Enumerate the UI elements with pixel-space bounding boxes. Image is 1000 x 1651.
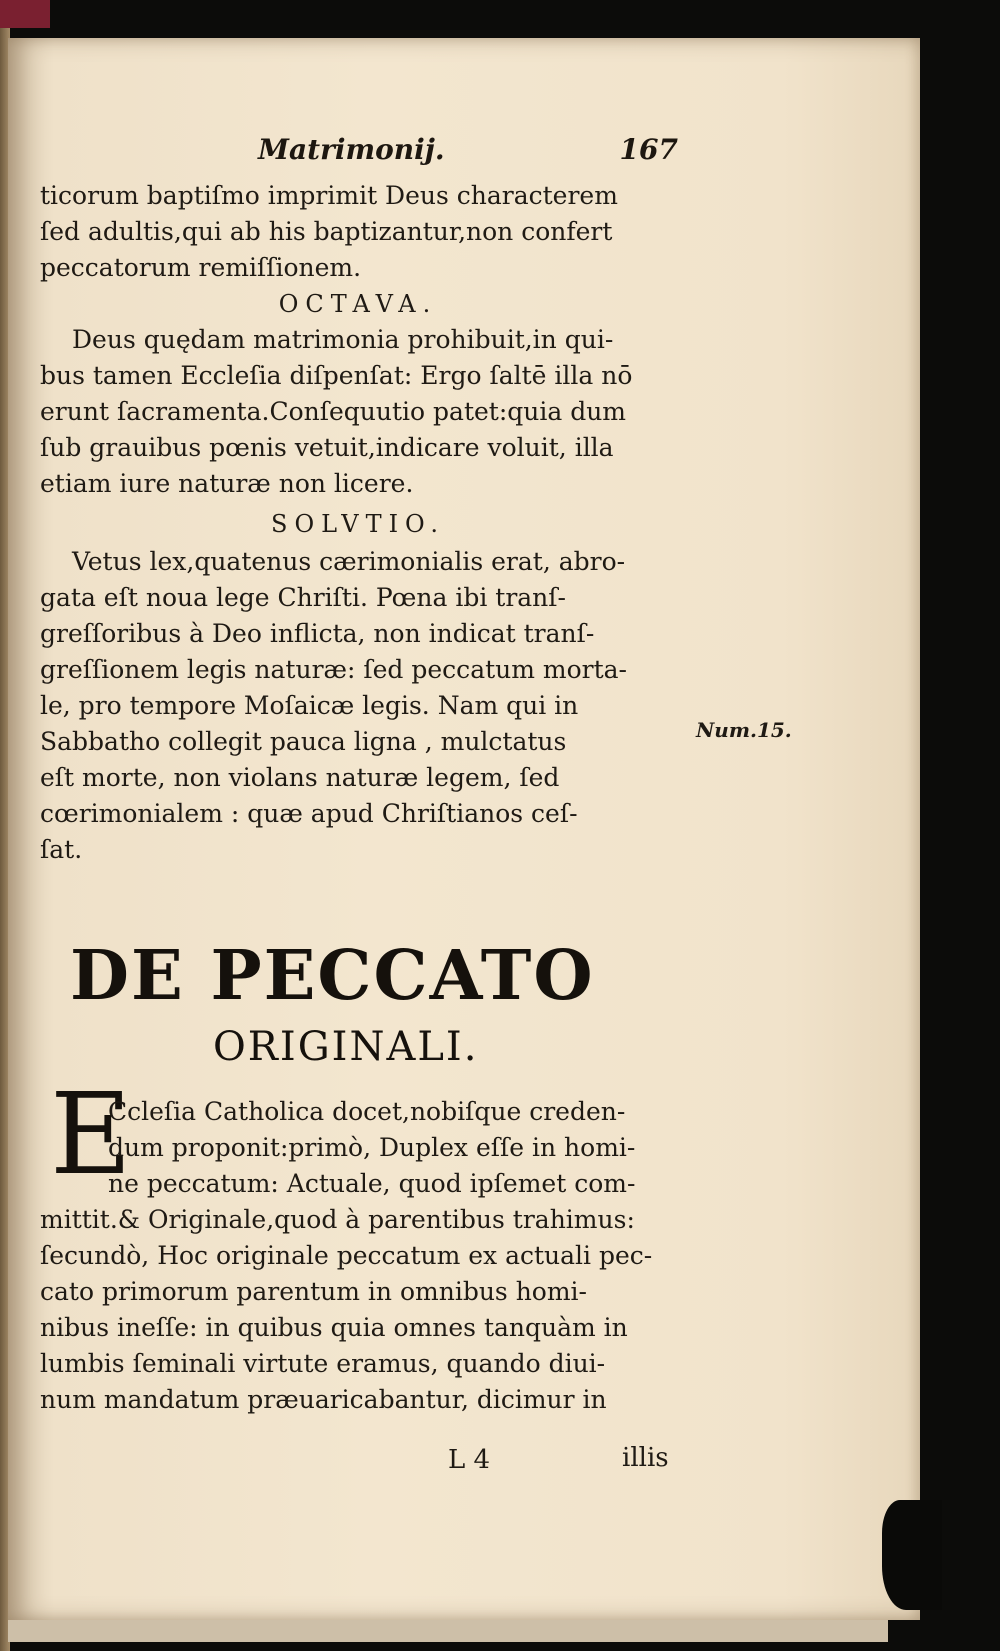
text-line: nibus ineſſe: in quibus quia omnes tanquàm in: [40, 1313, 628, 1342]
text-line: Deus quędam matrimonia prohibuit,in qui-: [72, 325, 614, 354]
drop-cap: E: [50, 1070, 132, 1200]
text-line: ſed adultis,qui ab his baptizantur,non confert: [40, 217, 613, 246]
book-page: [8, 38, 920, 1620]
text-line: cato primorum parentum in omnibus homi-: [40, 1277, 587, 1306]
text-line: lumbis ſeminali virtute eramus, quando diui-: [40, 1349, 606, 1378]
heading-octava: OCTAVA.: [278, 290, 438, 318]
page-number: 167: [619, 133, 678, 166]
text-line: peccatorum remiſſionem.: [40, 253, 362, 282]
text-line: gata eſt noua lege Chriſti. Pœna ibi tranſ-: [40, 583, 566, 612]
text-line: eſt morte, non violans naturæ legem, ſed: [40, 763, 560, 792]
dark-blot: [882, 1500, 942, 1610]
text-line: dum proponit:primò, Duplex eſſe in homi-: [108, 1133, 636, 1162]
catchword: illis: [622, 1443, 669, 1473]
text-line: num mandatum præuaricabantur, dicimur in: [40, 1385, 607, 1414]
page-header: [258, 133, 678, 177]
text-line: ſub grauibus pœnis vetuit,indicare voluit, illa: [40, 433, 614, 462]
text-line: ſat.: [40, 835, 83, 864]
text-line: bus tamen Eccleſia diſpenſat: Ergo ſaltē illa nō: [40, 361, 633, 390]
text-line: greſſoribus à Deo inflicta, non indicat tranſ-: [40, 619, 595, 648]
text-line: ſecundò, Hoc originale peccatum ex actuali pec-: [40, 1241, 653, 1270]
text-line: Vetus lex,quatenus cærimonialis erat, abro-: [72, 547, 626, 576]
margin-note: Num.15.: [696, 718, 792, 742]
text-line: erunt ſacramenta.Conſequutio patet:quia dum: [40, 397, 627, 426]
text-line: le, pro tempore Moſaicæ legis. Nam qui in: [40, 691, 579, 720]
text-line: ticorum baptiſmo imprimit Deus characterem: [40, 181, 618, 210]
chapter-subtitle: ORIGINALI.: [213, 1024, 479, 1070]
page-bottom-edge: [8, 1620, 888, 1642]
text-line: Ccleſia Catholica docet,nobiſque creden-: [108, 1097, 626, 1126]
chapter-title: DE PECCATO: [70, 936, 595, 1016]
text-line: mittit.& Originale,quod à parentibus trahimus:: [40, 1205, 635, 1234]
text-line: Sabbatho collegit pauca ligna , mulctatus: [40, 727, 567, 756]
spine-top-band: [0, 0, 50, 28]
text-line: etiam iure naturæ non licere.: [40, 469, 414, 498]
text-line: cœrimonialem : quæ apud Chriſtianos ceſ-: [40, 799, 578, 828]
signature-mark: L 4: [448, 1445, 491, 1475]
heading-solutio: SOLVTIO.: [271, 510, 445, 538]
text-line: greſſionem legis naturæ: ſed peccatum morta-: [40, 655, 627, 684]
running-head: Matrimonij.: [258, 133, 445, 166]
text-line: ne peccatum: Actuale, quod ipſemet com-: [108, 1169, 636, 1198]
